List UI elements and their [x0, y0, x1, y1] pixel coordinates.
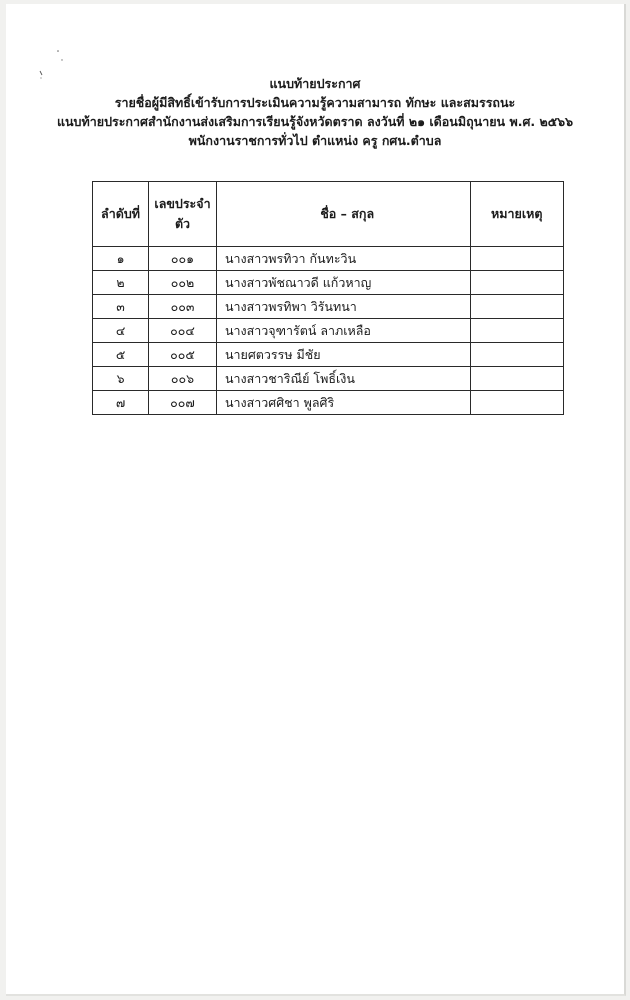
cell-name: นางสาวจุฑารัตน์ ลาภเหลือ	[216, 319, 470, 343]
cell-name: นางสาวพัชณาวดี แก้วหาญ	[216, 271, 470, 295]
header-line-announcement-ref: แนบท้ายประกาศสำนักงานส่งเสริมการเรียนรู้จังหวัดตราด ลงวันที่ ๒๑ เดือนมิถุนายน พ.ศ. ๒๕๖๖	[56, 114, 574, 129]
cell-order: ๒	[93, 271, 149, 295]
table-row	[93, 295, 564, 319]
header-line-attachment: แนบท้ายประกาศ	[269, 76, 361, 91]
cell-name: นางสาวพรทิวา กันทะวิน	[216, 247, 470, 271]
cell-order: ๖	[93, 367, 149, 391]
cell-id: ๐๐๑	[149, 247, 217, 271]
table-row	[93, 343, 564, 367]
cell-note	[470, 295, 563, 319]
cell-note	[470, 271, 563, 295]
cell-order: ๔	[93, 319, 149, 343]
document-page	[6, 4, 626, 996]
cell-id: ๐๐๖	[149, 367, 217, 391]
cell-name: นางสาวชาริณีย์ โพธิ์เงิน	[216, 367, 470, 391]
cell-note	[470, 247, 563, 271]
cell-id: ๐๐๗	[149, 391, 217, 415]
cell-name: นางสาวพรทิพา วิรันทนา	[216, 295, 470, 319]
cell-id: ๐๐๕	[149, 343, 217, 367]
announcement-header	[0, 74, 630, 150]
column-header-note: หมายเหตุ	[470, 182, 563, 247]
header-line-list-title: รายชื่อผู้มีสิทธิ์เข้ารับการประเมินความรู้ความสามารถ ทักษะ และสมรรถนะ	[114, 95, 516, 110]
cell-name: นางสาวศศิชา พูลศิริ	[216, 391, 470, 415]
column-header-id: เลขประจำตัว	[149, 182, 217, 247]
column-header-order: ลำดับที่	[93, 182, 149, 247]
cell-order: ๑	[93, 247, 149, 271]
cell-id: ๐๐๓	[149, 295, 217, 319]
table-row	[93, 247, 564, 271]
cell-name: นายศตวรรษ มีชัย	[216, 343, 470, 367]
cell-order: ๗	[93, 391, 149, 415]
cell-note	[470, 319, 563, 343]
cell-note	[470, 343, 563, 367]
cell-note	[470, 391, 563, 415]
table-row	[93, 391, 564, 415]
cell-id: ๐๐๔	[149, 319, 217, 343]
cell-order: ๓	[93, 295, 149, 319]
header-line-position: พนักงานราชการทั่วไป ตำแหน่ง ครู กศน.ตำบล	[188, 133, 442, 148]
cell-note	[470, 367, 563, 391]
table-row	[93, 367, 564, 391]
cell-id: ๐๐๒	[149, 271, 217, 295]
column-header-name: ชื่อ – สกุล	[216, 182, 470, 247]
table-row	[93, 319, 564, 343]
cell-order: ๕	[93, 343, 149, 367]
table-header-row	[93, 182, 564, 247]
table-row	[93, 271, 564, 295]
candidate-table	[92, 181, 564, 415]
